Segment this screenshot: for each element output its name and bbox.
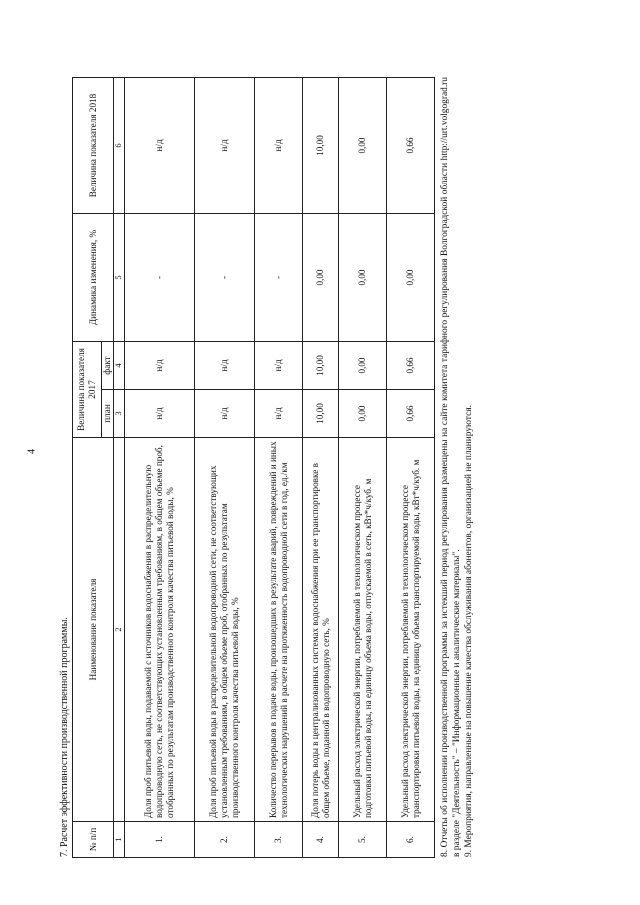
landscape-content [57, 35, 557, 870]
row-number: 2. [195, 822, 255, 858]
table-row [303, 78, 339, 858]
fact-value: н/д [195, 342, 255, 390]
plan-value: н/д [255, 390, 303, 438]
header-plan: план [102, 390, 114, 438]
header-num: № п/п [73, 822, 114, 858]
table-row [125, 78, 195, 858]
row-number: 4. [303, 822, 339, 858]
indicator-name: Удельный расход электрической энергии, потребляемой в технологическом процессе подготовки питьевой воды, на единицу объема воды, отпускаемой в сеть, кВт*ч/куб. м [339, 438, 387, 822]
indicator-name: Доля проб питьевой воды в распределительной водопроводной сети, не соответствующих установленным требованиям, в общем объеме проб, отобранных по результатам производственного контроля качества питьевой воды, % [195, 438, 255, 822]
value-2018: н/д [125, 78, 195, 214]
note-8: 8. Отчеты об исполнении производственной программы за истекший период регулирования размещены на сайте комитета тарифного регулирования Волгоградской области http://urt.volgograd.ru в разделе "Деятельность" – "Информационные и аналитические материалы". [440, 77, 463, 857]
table-row [255, 78, 303, 858]
value-2018: 0,00 [339, 78, 387, 214]
plan-value: 0,66 [387, 390, 435, 438]
column-number: 2 [114, 438, 125, 822]
row-number: 5. [339, 822, 387, 858]
header-name: Наименование показателя [73, 438, 114, 822]
header-value-2017: Величина показателя 2017 [73, 342, 102, 438]
notes [439, 77, 476, 857]
column-number: 3 [114, 390, 125, 438]
dynamics-value: - [255, 214, 303, 342]
plan-value: н/д [195, 390, 255, 438]
header-fact: факт [102, 342, 114, 390]
header-value-2018: Величина показателя 2018 [73, 78, 114, 214]
row-number: 3. [255, 822, 303, 858]
column-number: 6 [114, 78, 125, 214]
fact-value: 10,00 [303, 342, 339, 390]
table-row [195, 78, 255, 858]
value-2018: н/д [255, 78, 303, 214]
header-row-1 [73, 78, 102, 858]
column-number-row [114, 78, 125, 858]
indicator-name: Доля проб питьевой воды, подаваемой с источников водоснабжения в распределительную водопроводную сеть, не соответствующих установленным требованиям, в общем объеме проб, отобранных по результатам производственного контроля качества питьевой воды, % [125, 438, 195, 822]
fact-value: н/д [125, 342, 195, 390]
fact-value: н/д [255, 342, 303, 390]
fact-value: 0,00 [339, 342, 387, 390]
column-number: 1 [114, 822, 125, 858]
dynamics-value: - [125, 214, 195, 342]
fact-value: 0,66 [387, 342, 435, 390]
header-dynamics: Динамика изменения, % [73, 214, 114, 342]
indicator-name: Количество перерывов в подаче воды, произошедших в результате аварий, повреждений и иных технологических нарушений в расчете на протяженность водопроводной сети в год, ед./км [255, 438, 303, 822]
row-number: 6. [387, 822, 435, 858]
plan-value: 10,00 [303, 390, 339, 438]
dynamics-value: - [195, 214, 255, 342]
indicator-name: Доля потерь воды в централизованных системах водоснабжения при ее транспортировке в общем объеме, поданной в водопроводную сеть, % [303, 438, 339, 822]
plan-value: 0,00 [339, 390, 387, 438]
dynamics-value: 0,00 [303, 214, 339, 342]
page-number: 4 [26, 449, 38, 454]
indicator-name: Удельный расход электрической энергии, потребляемой в технологическом процессе транспортировки питьевой воды, на единицу объема транспортируемой воды, кВт*ч/куб. м [387, 438, 435, 822]
column-number: 4 [114, 342, 125, 390]
column-number: 5 [114, 214, 125, 342]
section-heading: 7. Расчет эффективности производственной программы. [59, 617, 70, 857]
plan-value: н/д [125, 390, 195, 438]
note-9: 9. Мероприятия, направленные на повышение качества обслуживания абонентов, организацией не планируются. [464, 405, 475, 857]
efficiency-table [72, 77, 435, 858]
value-2018: 0,66 [387, 78, 435, 214]
row-number: 1. [125, 822, 195, 858]
table-row [339, 78, 387, 858]
value-2018: н/д [195, 78, 255, 214]
table-row [387, 78, 435, 858]
dynamics-value: 0,00 [339, 214, 387, 342]
dynamics-value: 0,00 [387, 214, 435, 342]
value-2018: 10,00 [303, 78, 339, 214]
